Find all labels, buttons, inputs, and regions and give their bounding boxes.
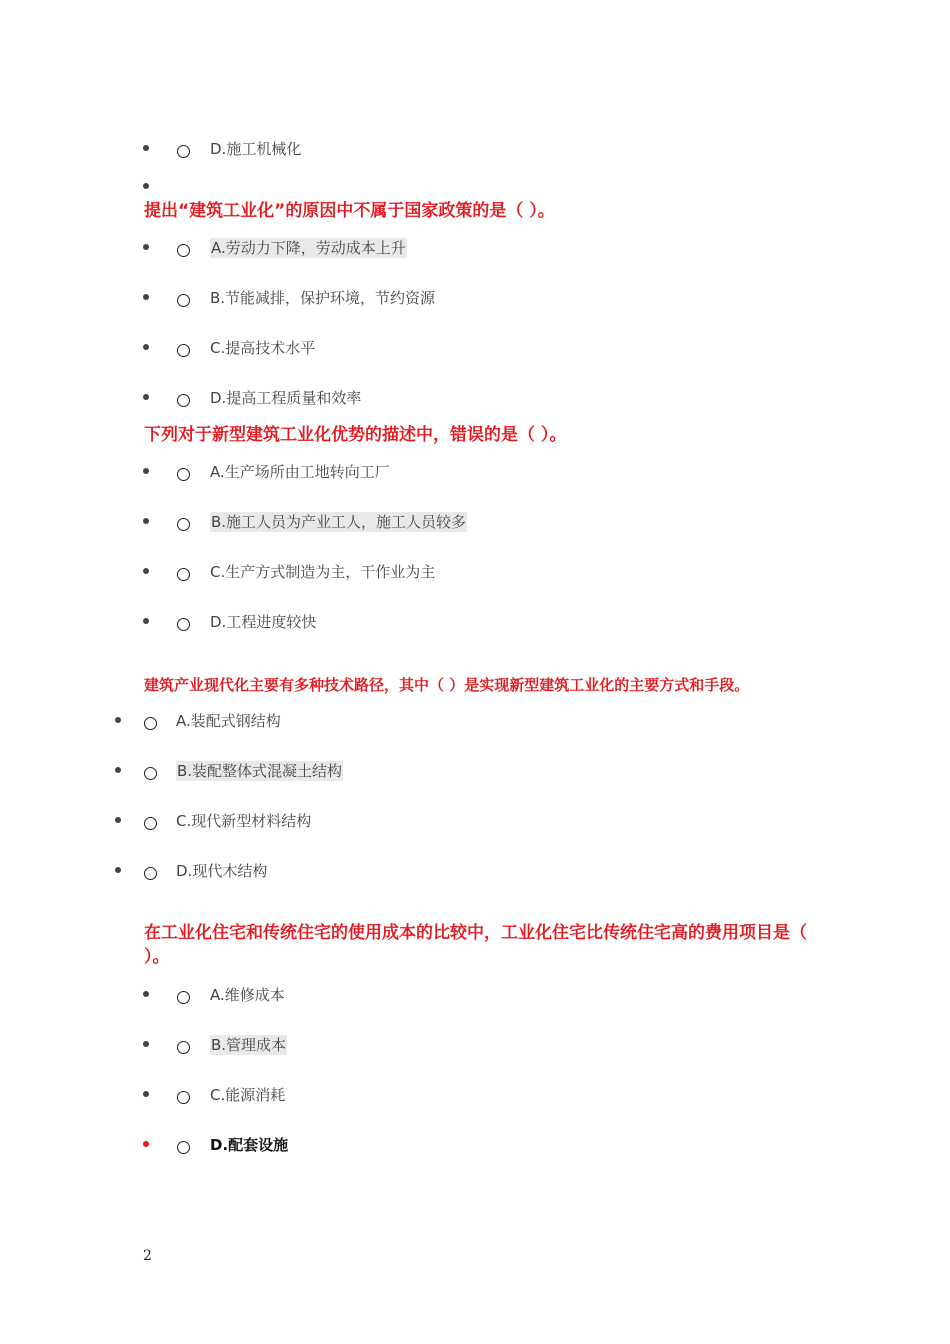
- question-title: 提出“建筑工业化”的原因中不属于国家政策的是（ ）。: [144, 201, 555, 221]
- option-radio[interactable]: [177, 991, 190, 1004]
- option-label: A.劳动力下降，劳动成本上升: [211, 239, 406, 257]
- option-label: B.节能减排，保护环境，节约资源: [210, 289, 436, 307]
- list-bullet: [115, 867, 121, 873]
- option-radio[interactable]: [177, 294, 190, 307]
- list-bullet: [143, 991, 149, 997]
- option-radio[interactable]: [177, 618, 190, 631]
- list-bullet: [143, 518, 149, 524]
- option-radio[interactable]: [177, 244, 190, 257]
- option-label: D.配套设施: [210, 1136, 289, 1154]
- list-bullet: [143, 618, 149, 624]
- list-bullet: [143, 394, 149, 400]
- option-label: A.生产场所由工地转向工厂: [210, 463, 390, 481]
- list-bullet: [143, 1041, 149, 1047]
- list-bullet: [143, 1141, 149, 1147]
- option-label: C.能源消耗: [210, 1086, 286, 1104]
- option-radio[interactable]: [144, 717, 157, 730]
- option-radio[interactable]: [144, 817, 157, 830]
- list-bullet: [143, 294, 149, 300]
- list-bullet: [143, 244, 149, 250]
- option-label: C.提高技术水平: [210, 339, 316, 357]
- option-radio[interactable]: [144, 867, 157, 880]
- list-bullet: [143, 468, 149, 474]
- question-title: 在工业化住宅和传统住宅的使用成本的比较中，工业化住宅比传统住宅高的费用项目是（ ）。: [144, 923, 807, 967]
- option-label: D.工程进度较快: [210, 613, 317, 631]
- option-label: D.现代木结构: [176, 862, 268, 880]
- list-bullet: [143, 1091, 149, 1097]
- list-bullet: [143, 183, 149, 189]
- option-radio[interactable]: [177, 1141, 190, 1154]
- option-label: A.装配式钢结构: [176, 712, 281, 730]
- list-bullet: [115, 767, 121, 773]
- option-label: D.施工机械化: [210, 140, 302, 158]
- option-label: B.装配整体式混凝土结构: [177, 762, 343, 780]
- option-label: B.管理成本: [211, 1036, 287, 1054]
- option-radio[interactable]: [177, 1091, 190, 1104]
- list-bullet: [115, 717, 121, 723]
- question-title: 下列对于新型建筑工业化优势的描述中，错误的是（ ）。: [144, 425, 567, 445]
- option-radio[interactable]: [144, 767, 157, 780]
- option-radio[interactable]: [177, 344, 190, 357]
- list-bullet: [143, 568, 149, 574]
- option-label: B.施工人员为产业工人，施工人员较多: [211, 513, 467, 531]
- option-radio[interactable]: [177, 1041, 190, 1054]
- page-number: 2: [143, 1248, 152, 1264]
- option-label: D.提高工程质量和效率: [210, 389, 362, 407]
- list-bullet: [115, 817, 121, 823]
- option-label: A.维修成本: [210, 986, 285, 1004]
- option-label: C.现代新型材料结构: [176, 812, 312, 830]
- option-radio[interactable]: [177, 568, 190, 581]
- option-radio[interactable]: [177, 518, 190, 531]
- question-title: 建筑产业现代化主要有多种技术路径，其中（ ）是实现新型建筑工业化的主要方式和手段。: [144, 676, 750, 694]
- list-bullet: [143, 145, 149, 151]
- option-radio[interactable]: [177, 468, 190, 481]
- option-radio[interactable]: [177, 394, 190, 407]
- option-radio[interactable]: [177, 145, 190, 158]
- option-label: C.生产方式制造为主，干作业为主: [210, 563, 436, 581]
- list-bullet: [143, 344, 149, 350]
